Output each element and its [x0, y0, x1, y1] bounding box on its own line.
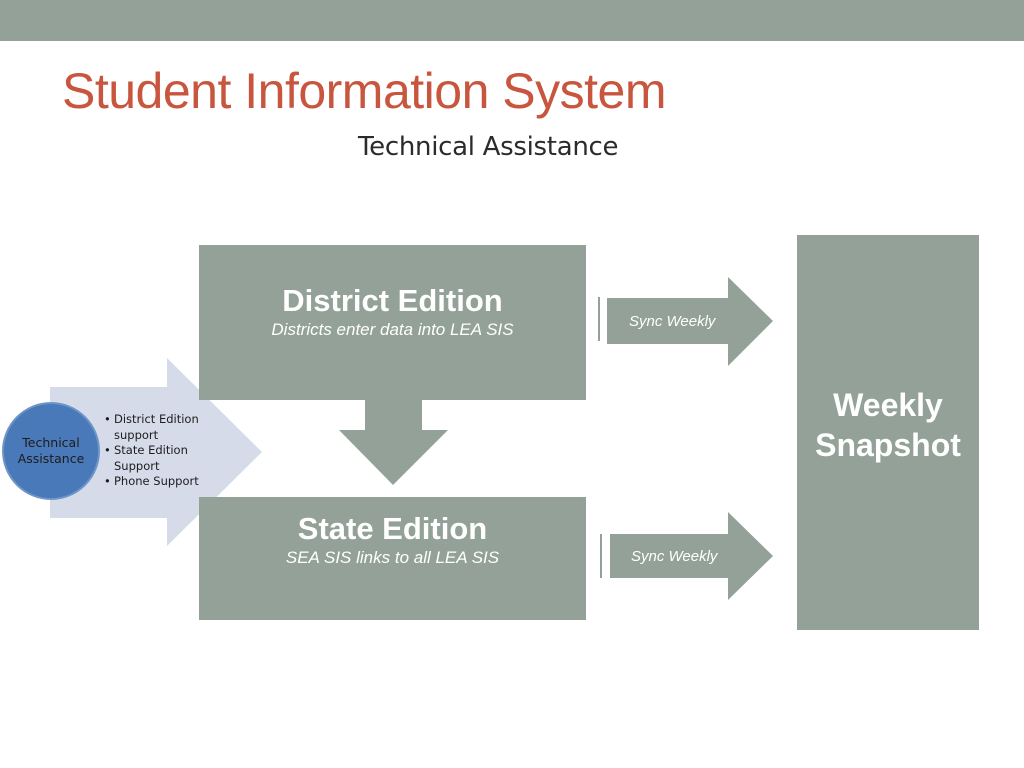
district-edition-title: District Edition [282, 283, 503, 318]
technical-assistance-label-line2: Assistance [17, 451, 85, 466]
weekly-snapshot-title-line1: Weekly [833, 387, 943, 423]
list-item: • State Edition Support [104, 443, 214, 474]
list-item: • District Edition support [104, 412, 214, 443]
district-edition-box [199, 245, 586, 400]
state-edition-title: State Edition [297, 511, 488, 546]
technical-assistance-list [104, 412, 214, 490]
down-arrow [339, 400, 448, 485]
district-edition-description: Districts enter data into LEA SIS [271, 320, 514, 339]
state-edition-description: SEA SIS links to all LEA SIS [285, 548, 500, 567]
sync-weekly-label-top: Sync Weekly [629, 313, 716, 330]
sync-weekly-label-bottom: Sync Weekly [631, 548, 718, 565]
list-item: • Phone Support [104, 474, 214, 490]
page-title: Student Information System [62, 63, 666, 119]
weekly-snapshot-box [797, 235, 979, 630]
technical-assistance-circle [2, 402, 100, 500]
weekly-snapshot-title-line2: Snapshot [815, 427, 961, 463]
page-subtitle: Technical Assistance [358, 132, 619, 162]
technical-assistance-label-line1: Technical [22, 435, 80, 450]
state-edition-box [199, 497, 586, 620]
sync-arrow-bottom-tick [600, 534, 602, 578]
sync-arrow-top-tick [598, 297, 600, 341]
